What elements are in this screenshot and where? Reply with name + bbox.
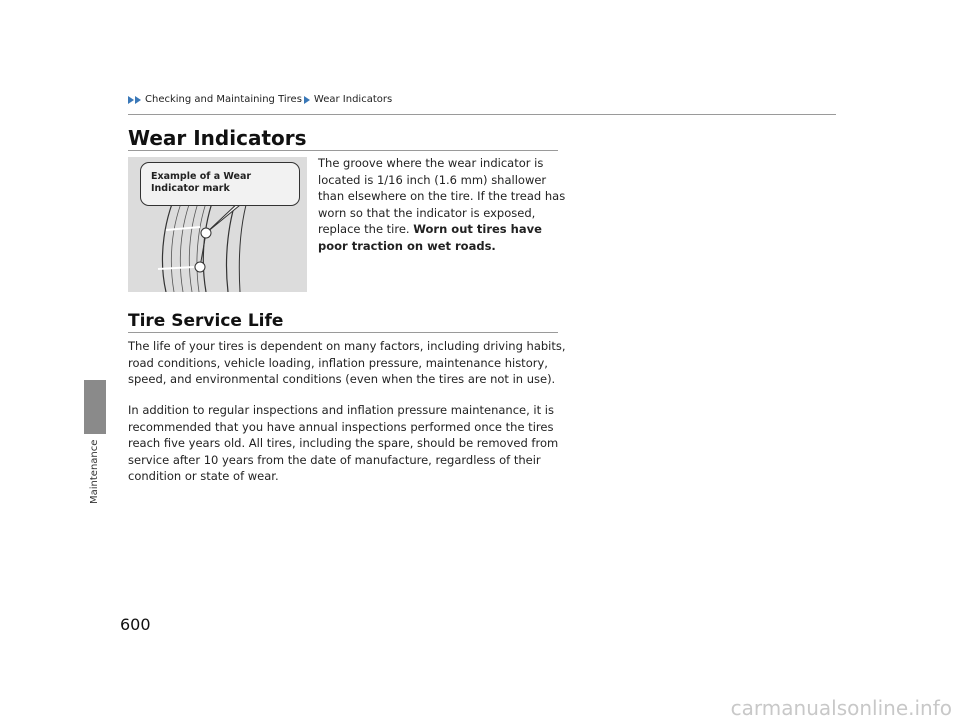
header-divider xyxy=(128,114,836,115)
wear-indicator-description xyxy=(318,155,566,255)
service-life-paragraph-2: In addition to regular inspections and inflation pressure maintenance, it is recommended that you have annual inspections performed once the tires reach five years old. All tires, including the spare, should be removed from service after 10 years from the date of manufacture, regardless of their condition or state of wear. xyxy=(128,403,559,484)
service-life-paragraph-1: The life of your tires is dependent on many factors, including driving habits, road conditions, vehicle loading, inflation pressure, maintenance history, speed, and environmental conditions (even when the tires are not in use). xyxy=(128,339,566,387)
arrow-icon xyxy=(304,96,310,104)
figure-caption: Example of a Wear Indicator mark xyxy=(140,162,300,206)
section-title-wear-indicators: Wear Indicators xyxy=(128,126,307,150)
traction-warning: Worn out tires have poor traction on wet roads. xyxy=(318,222,542,253)
watermark: carmanualsonline.info xyxy=(730,696,952,720)
arrow-icon xyxy=(128,96,134,104)
breadcrumb-item-checking-tires[interactable]: Checking and Maintaining Tires xyxy=(145,94,302,105)
breadcrumb-item-wear-indicators[interactable]: Wear Indicators xyxy=(313,94,393,105)
wear-indicator-illustration xyxy=(128,157,307,292)
section-tab xyxy=(84,380,106,434)
breadcrumb xyxy=(128,94,392,105)
subtitle-divider xyxy=(128,332,558,333)
title-divider xyxy=(128,150,558,151)
section-tab-label: Maintenance xyxy=(89,440,100,505)
page-number: 600 xyxy=(120,615,151,634)
arrow-icon xyxy=(135,96,141,104)
wear-indicator-text: The groove where the wear indicator is located is 1/16 inch (1.6 mm) shallower than elsewhere on the tire. If the tread has worn so that the indicator is exposed, replace the tire. xyxy=(318,156,566,237)
section-title-tire-service-life: Tire Service Life xyxy=(128,311,284,331)
